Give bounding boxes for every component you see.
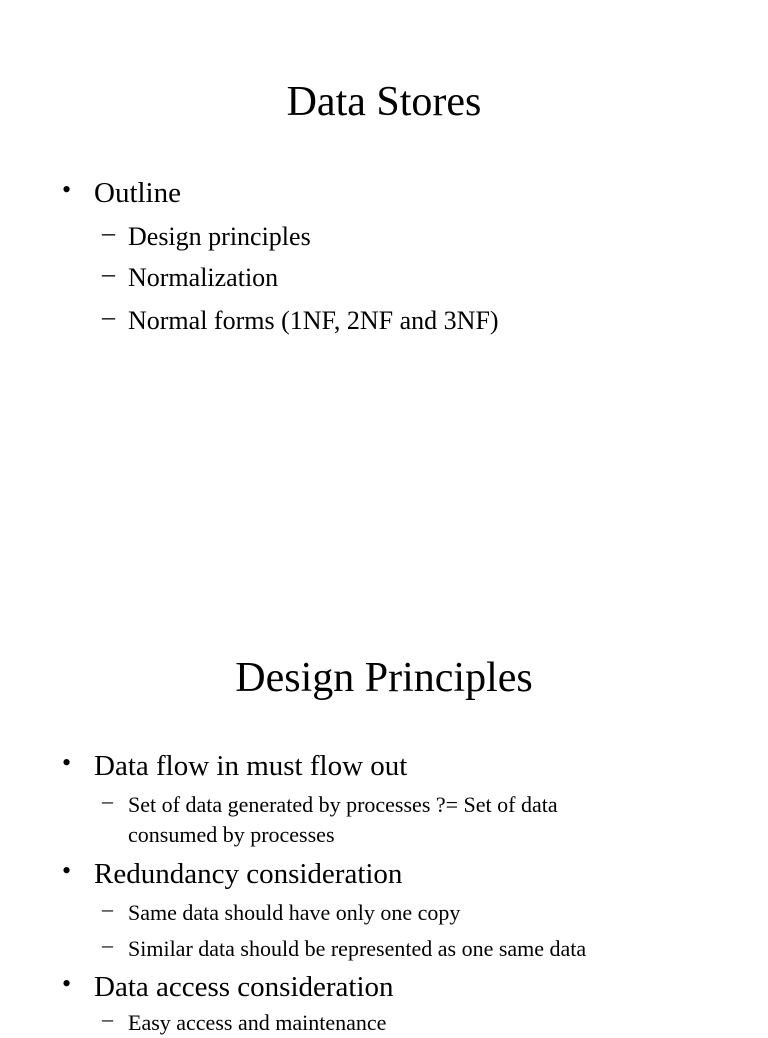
bullet-marker: • [62, 748, 72, 777]
sub-bullet-text: Same data should have only one copy [128, 900, 461, 925]
sub-bullet-marker: – [102, 259, 115, 288]
sub-bullet-text: Easy access and maintenance [128, 1010, 387, 1035]
sub-bullet-marker: – [102, 932, 113, 957]
bullet-marker: • [62, 969, 72, 998]
sub-bullet-text: Similar data should be represented as one same data [128, 936, 587, 961]
bullet-text: Data access consideration [94, 971, 394, 1003]
sub-bullet-text: consumed by processes [128, 822, 335, 847]
bullet-text: Outline [94, 177, 181, 209]
bullet-marker: • [62, 175, 72, 204]
bullet-marker: • [62, 856, 72, 885]
sub-bullet-marker: – [102, 218, 115, 247]
slide-title: Data Stores [286, 79, 482, 125]
sub-bullet-text: Normal forms (1NF, 2NF and 3NF) [128, 306, 499, 335]
bullet-text: Data flow in must flow out [94, 750, 408, 782]
sub-bullet-marker: – [102, 1006, 113, 1031]
sub-bullet-text: Design principles [128, 222, 311, 251]
sub-bullet-text: Normalization [128, 263, 279, 292]
sub-bullet-marker: – [102, 896, 113, 921]
sub-bullet-marker: – [102, 788, 113, 813]
sub-bullet-text: Set of data generated by processes ?= Set of data [128, 792, 558, 817]
bullet-text: Redundancy consideration [94, 858, 403, 890]
sub-bullet-marker: – [102, 302, 115, 331]
slide-title: Design Principles [235, 655, 533, 701]
